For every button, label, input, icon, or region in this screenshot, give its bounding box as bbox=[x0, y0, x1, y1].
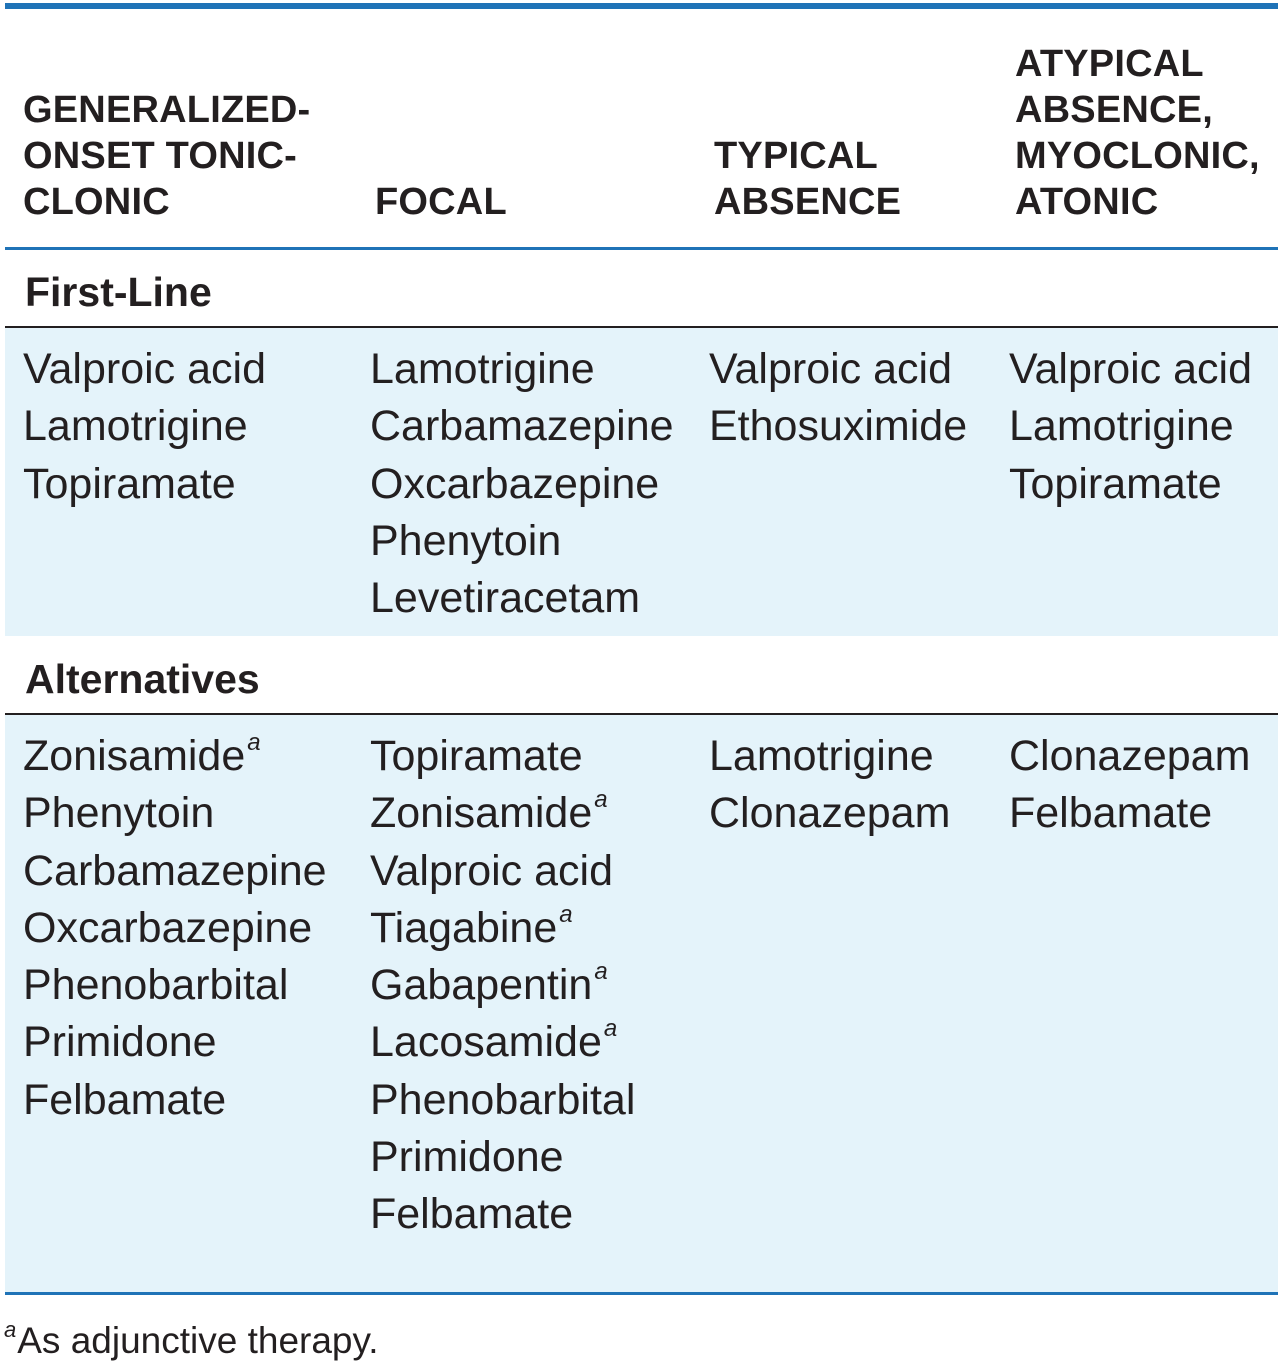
header-typical-absence bbox=[714, 133, 901, 225]
adjunctive-footnote-mark: a bbox=[559, 900, 573, 928]
drug-item bbox=[370, 843, 635, 900]
drug-item bbox=[23, 1072, 327, 1129]
drug-item bbox=[370, 1072, 635, 1129]
drug-item bbox=[370, 900, 635, 957]
drug-item bbox=[370, 1014, 635, 1071]
header-line: ATONIC bbox=[1015, 181, 1159, 223]
section-title-alternatives: Alternatives bbox=[25, 656, 260, 702]
drug-item bbox=[370, 957, 635, 1014]
alternatives-col-atypical bbox=[1009, 728, 1250, 843]
drug-name: Tiagabine bbox=[370, 903, 558, 952]
first-line-col-generalized bbox=[23, 341, 266, 513]
drug-item bbox=[23, 398, 266, 455]
adjunctive-footnote-mark: a bbox=[594, 786, 608, 814]
drug-name: Carbamazepine bbox=[23, 846, 327, 895]
first-line-col-atypical bbox=[1009, 341, 1252, 513]
drug-name: Phenytoin bbox=[23, 789, 215, 838]
footnote-text: As adjunctive therapy. bbox=[17, 1320, 379, 1361]
drug-item bbox=[23, 900, 327, 957]
alternatives-band bbox=[5, 715, 1278, 1292]
drug-name: Felbamate bbox=[23, 1075, 227, 1124]
drug-name: Valproic acid bbox=[23, 345, 266, 393]
drug-item bbox=[23, 843, 327, 900]
adjunctive-footnote-mark: a bbox=[594, 958, 608, 986]
drug-item bbox=[709, 341, 967, 398]
first-line-band bbox=[5, 328, 1278, 636]
footnote bbox=[4, 1318, 379, 1364]
drug-name: Primidone bbox=[23, 1018, 217, 1067]
header-line: FOCAL bbox=[375, 181, 507, 223]
drug-item bbox=[370, 570, 674, 627]
drug-name: Topiramate bbox=[23, 459, 236, 508]
drug-item bbox=[23, 1014, 327, 1071]
drug-name: Felbamate bbox=[370, 1190, 574, 1239]
drug-name: Zonisamide bbox=[370, 789, 593, 838]
header-line: TYPICAL bbox=[714, 135, 878, 177]
alternatives-col-focal bbox=[370, 728, 635, 1244]
drug-item bbox=[370, 1186, 635, 1243]
section-title-first-line: First-Line bbox=[25, 269, 212, 315]
drug-item bbox=[709, 728, 950, 785]
drug-item bbox=[23, 728, 327, 785]
drug-name: Phenytoin bbox=[370, 516, 562, 565]
drug-item bbox=[370, 456, 674, 513]
header-line: ONSET TONIC- bbox=[23, 135, 298, 177]
header-focal bbox=[375, 179, 507, 225]
drug-item bbox=[370, 785, 635, 842]
first-line-col-focal bbox=[370, 341, 674, 627]
drug-item bbox=[370, 1129, 635, 1186]
drug-name: Lamotrigine bbox=[709, 732, 934, 780]
drug-name: Topiramate bbox=[370, 732, 583, 780]
drug-item bbox=[1009, 456, 1252, 513]
drug-name: Valproic acid bbox=[1009, 345, 1252, 393]
drug-name: Clonazepam bbox=[1009, 732, 1251, 780]
alternatives-col-typical-absence bbox=[709, 728, 950, 843]
drug-name: Felbamate bbox=[1009, 789, 1213, 838]
drug-item bbox=[1009, 785, 1250, 842]
header-line: ABSENCE bbox=[714, 181, 902, 223]
drug-item bbox=[23, 341, 266, 398]
drug-item bbox=[370, 398, 674, 455]
drug-name: Zonisamide bbox=[23, 732, 246, 780]
drug-item bbox=[1009, 398, 1252, 455]
drug-item bbox=[23, 456, 266, 513]
drug-name: Lamotrigine bbox=[23, 402, 248, 451]
footnote-mark: a bbox=[4, 1317, 17, 1342]
adjunctive-footnote-mark: a bbox=[603, 1015, 618, 1043]
drug-item bbox=[709, 398, 967, 455]
drug-item bbox=[1009, 728, 1250, 785]
drug-item bbox=[709, 785, 950, 842]
header-generalized-onset-tonic-clonic bbox=[23, 87, 310, 225]
drug-name: Valproic acid bbox=[370, 846, 613, 895]
drug-name: Lacosamide bbox=[370, 1018, 602, 1067]
drug-item bbox=[370, 513, 674, 570]
drug-name: Valproic acid bbox=[709, 345, 952, 393]
header-rule bbox=[5, 247, 1278, 250]
drug-name: Clonazepam bbox=[709, 789, 951, 838]
drug-name: Lamotrigine bbox=[1009, 402, 1234, 451]
drug-item bbox=[1009, 341, 1252, 398]
header-line: GENERALIZED- bbox=[23, 89, 311, 131]
drug-name: Levetiracetam bbox=[370, 574, 641, 623]
header-atypical-absence-myoclonic-atonic bbox=[1015, 41, 1260, 225]
alternatives-col-generalized bbox=[23, 728, 327, 1129]
table-header bbox=[5, 9, 1278, 247]
first-line-col-typical-absence bbox=[709, 341, 967, 456]
drug-name: Phenobarbital bbox=[370, 1075, 636, 1124]
drug-name: Oxcarbazepine bbox=[23, 903, 313, 952]
header-line: ATYPICAL bbox=[1015, 43, 1204, 85]
drug-item bbox=[23, 957, 327, 1014]
drug-name: Gabapentin bbox=[370, 961, 593, 1010]
drug-item bbox=[23, 785, 327, 842]
drug-name: Topiramate bbox=[1009, 459, 1222, 508]
header-line: CLONIC bbox=[23, 181, 170, 223]
adjunctive-footnote-mark: a bbox=[247, 729, 261, 756]
table-bottom-rule bbox=[5, 1292, 1278, 1295]
drug-item bbox=[370, 728, 635, 785]
drug-name: Ethosuximide bbox=[709, 402, 968, 451]
header-line: ABSENCE, bbox=[1015, 89, 1213, 131]
drug-name: Primidone bbox=[370, 1133, 564, 1182]
drug-name: Lamotrigine bbox=[370, 345, 595, 393]
drug-name: Carbamazepine bbox=[370, 402, 674, 451]
drug-item bbox=[370, 341, 674, 398]
drug-name: Oxcarbazepine bbox=[370, 459, 660, 508]
drug-name: Phenobarbital bbox=[23, 961, 289, 1010]
header-line: MYOCLONIC, bbox=[1015, 135, 1260, 177]
